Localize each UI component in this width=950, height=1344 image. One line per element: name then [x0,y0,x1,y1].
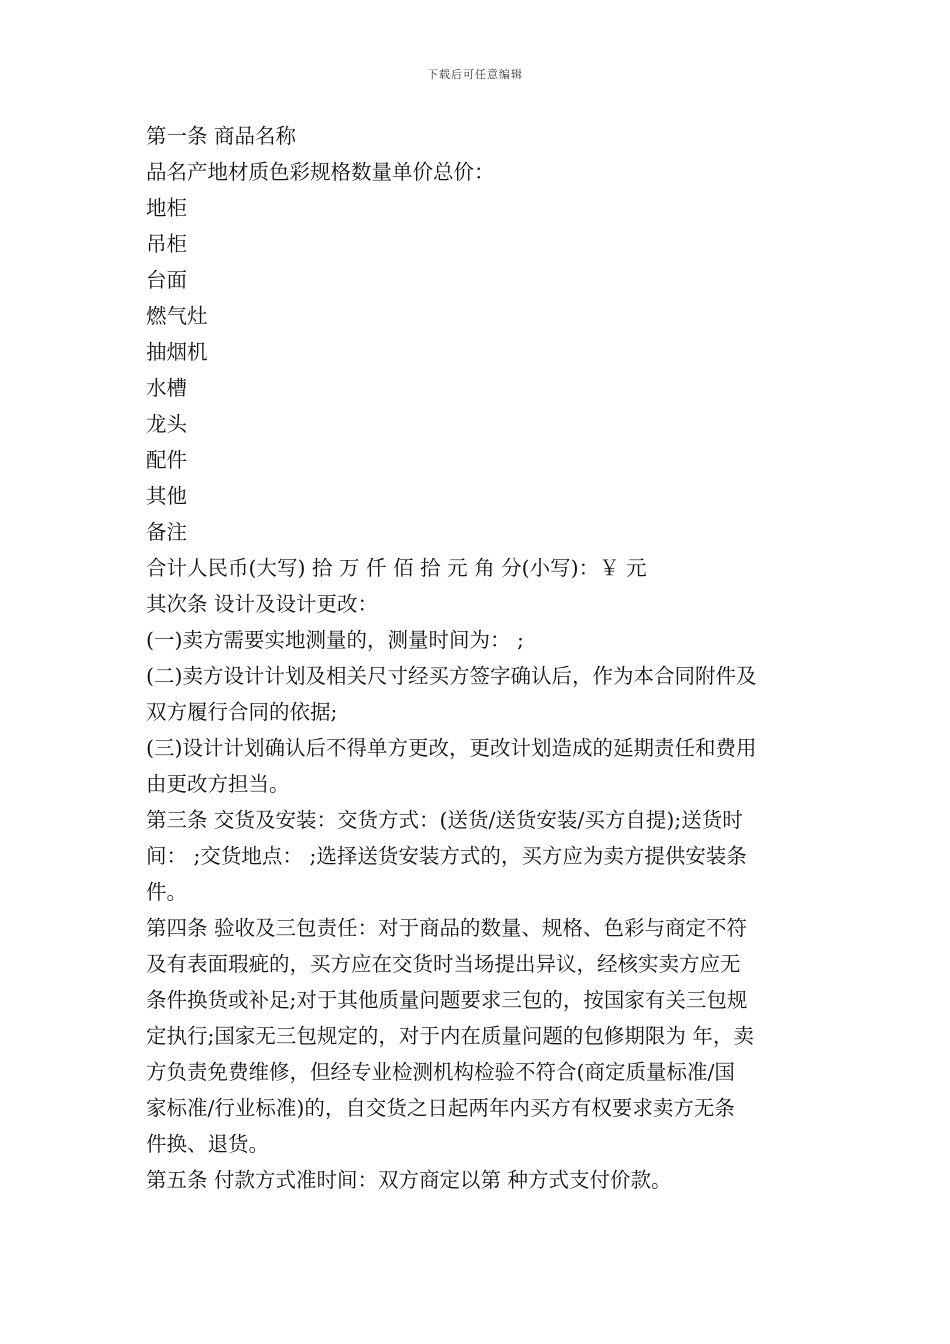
clause-3-line-3: 件。 [146,880,187,904]
clause-4-line-5: 方负责免费维修，但经专业检测机构检验不符合(商定质量标准/国 [146,1060,735,1084]
item-gas-stove: 燃气灶 [146,304,208,328]
clause-3-line-2: 间： ;交货地点： ;选择送货安装方式的，买方应为卖方提供安装条 [146,844,747,868]
item-accessories: 配件 [146,448,187,472]
clause-4-line-7: 件换、退货。 [146,1132,269,1156]
clause-2-item-1: (一)卖方需要实地测量的，测量时间为： ; [146,628,524,652]
clause-2-item-2-line-1: (二)卖方设计计划及相关尺寸经买方签字确认后，作为本合同附件及 [146,664,757,688]
item-faucet: 龙头 [146,412,187,436]
total-amount-line: 合计人民币(大写) 拾 万 仟 佰 拾 元 角 分(小写)：￥ 元 [146,556,647,580]
clause-3-line-1: 第三条 交货及安装：交货方式：(送货/送货安装/买方自提);送货时 [146,808,743,832]
item-remarks: 备注 [146,520,187,544]
item-other: 其他 [146,484,187,508]
clause-4-line-1: 第四条 验收及三包责任：对于商品的数量、规格、色彩与商定不符 [146,916,748,940]
header-note: 下载后可任意编辑 [427,68,523,81]
item-countertop: 台面 [146,268,187,292]
clause-2-item-3-line-2: 由更改方担当。 [146,772,290,796]
item-wall-cabinet: 吊柜 [146,232,187,256]
clause-4-line-2: 及有表面瑕疵的，买方应在交货时当场提出异议，经核实卖方应无 [146,952,741,976]
clause-4-line-6: 家标准/行业标准)的，自交货之日起两年内买方有权要求卖方无条 [146,1096,735,1120]
item-floor-cabinet: 地柜 [146,196,187,220]
item-range-hood: 抽烟机 [146,340,208,364]
product-columns-line: 品名产地材质色彩规格数量单价总价： [146,160,495,184]
clause-2-title: 其次条 设计及设计更改： [146,592,379,616]
item-sink: 水槽 [146,376,187,400]
clause-2-item-3-line-1: (三)设计计划确认后不得单方更改，更改计划造成的延期责任和费用 [146,736,757,760]
clause-2-item-2-line-2: 双方履行合同的依据; [146,700,338,724]
clause-1-title: 第一条 商品名称 [146,124,297,148]
clause-5-line-1: 第五条 付款方式准时间：双方商定以第 种方式支付价款。 [146,1168,672,1192]
clause-4-line-3: 条件换货或补足;对于其他质量问题要求三包的，按国家有关三包规 [146,988,748,1012]
clause-4-line-4: 定执行;国家无三包规定的，对于内在质量问题的包修期限为 年，卖 [146,1024,754,1048]
document-body [146,118,808,1198]
